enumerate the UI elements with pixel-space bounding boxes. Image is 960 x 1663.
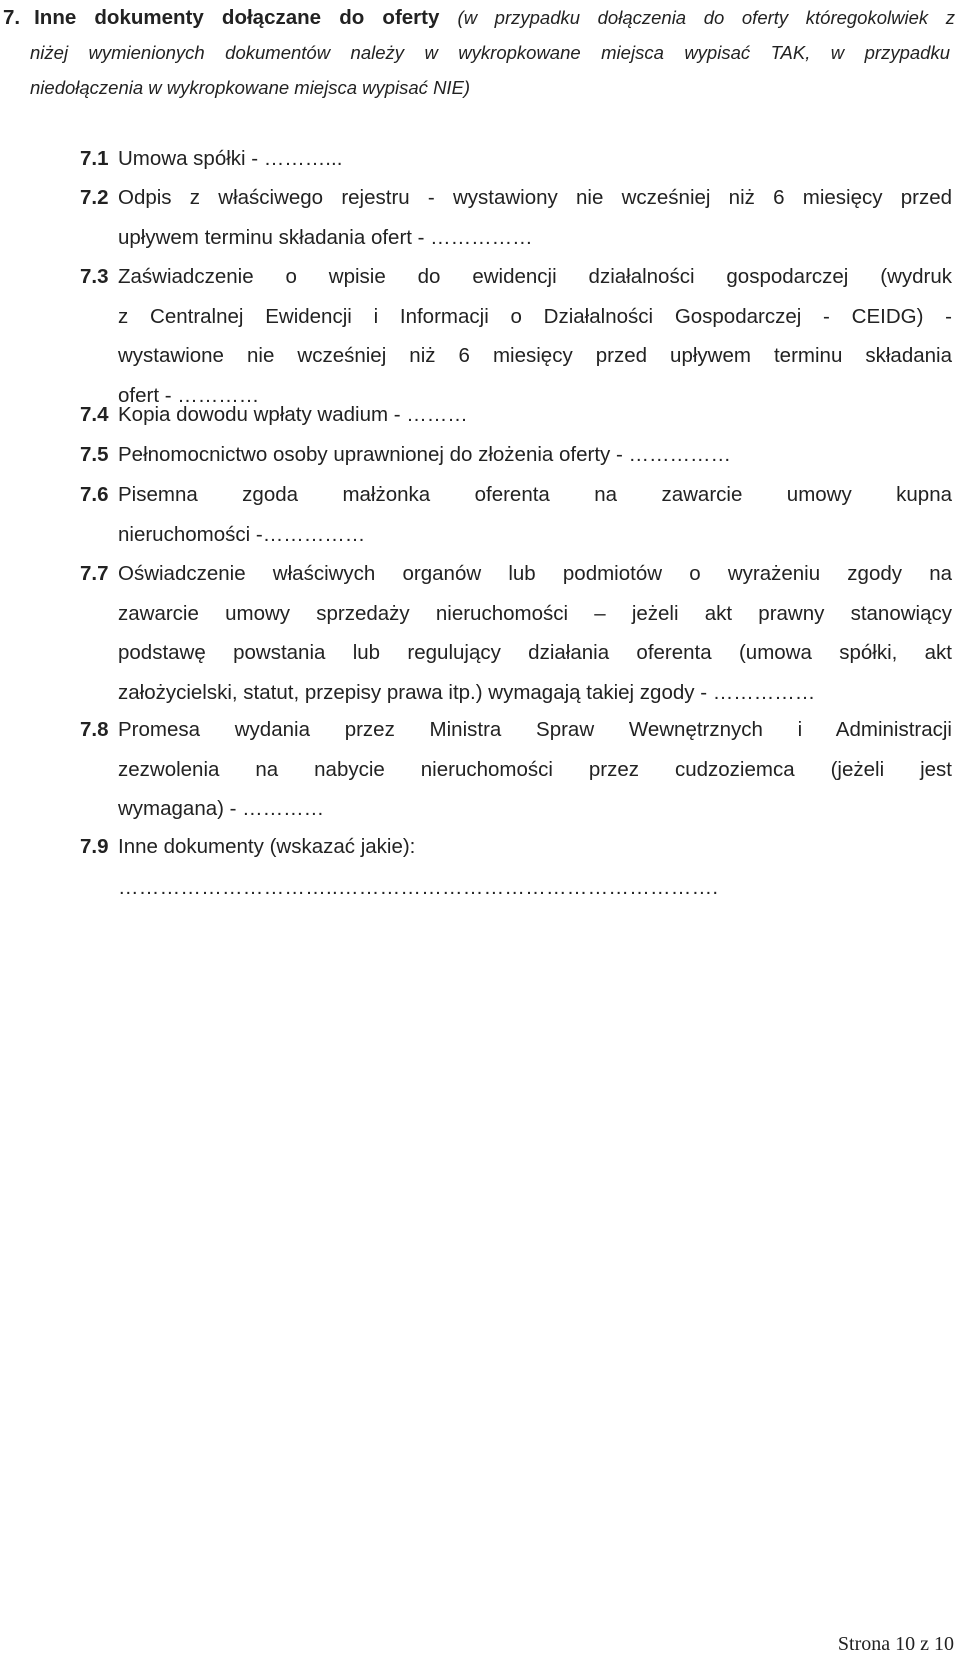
- item-line: Promesa wydania przez Ministra Spraw Wewnętrznych i Administracji: [118, 718, 952, 741]
- item-number: 7.3: [80, 265, 109, 288]
- section-title: Inne dokumenty dołączane do oferty: [34, 6, 440, 29]
- item-line: Umowa spółki - ………...: [118, 147, 343, 170]
- item-7-6: [80, 475, 952, 554]
- item-line: zezwolenia na nabycie nieruchomości przez cudzoziemca (jeżeli jest: [118, 757, 952, 781]
- item-line: podstawę powstania lub regulujący działania oferenta (umowa spółki, akt: [118, 641, 952, 664]
- item-number: 7.1: [80, 147, 109, 170]
- item-number: 7.2: [80, 186, 109, 209]
- item-number: 7.9: [80, 835, 109, 858]
- item-line: Inne dokumenty (wskazać jakie):: [118, 835, 416, 858]
- item-number: 7.8: [80, 718, 109, 741]
- item-line: Odpis z właściwego rejestru - wystawiony nie wcześniej niż 6 miesięcy przed: [118, 186, 952, 209]
- item-line: zawarcie umowy sprzedaży nieruchomości – jeżeli akt prawny stanowiący: [118, 601, 952, 625]
- item-line: wystawione nie wcześniej niż 6 miesięcy przed upływem terminu składania: [118, 344, 952, 367]
- item-7-4: [80, 395, 952, 435]
- item-number: 7.6: [80, 483, 109, 506]
- section-note-line-3: niedołączenia w wykropkowane miejsca wypisać NIE): [30, 77, 471, 98]
- item-line: Kopia dowodu wpłaty wadium - ………: [118, 403, 468, 426]
- item-7-8: [80, 710, 952, 829]
- item-7-5: [80, 435, 952, 475]
- item-line: założycielski, statut, przepisy prawa itp.) wymagają takiej zgody - ……………: [118, 680, 816, 704]
- page-number: Strona 10 z 10: [837, 1633, 954, 1655]
- item-7-7: [80, 554, 952, 712]
- section-number: 7.: [3, 6, 21, 29]
- item-line: Pisemna zgoda małżonka oferenta na zawarcie umowy kupna: [118, 483, 952, 506]
- item-line: wymagana) - …………: [118, 797, 325, 820]
- section-heading: [3, 0, 955, 35]
- item-line: Oświadczenie właściwych organów lub podmiotów o wyrażeniu zgody na: [118, 562, 952, 585]
- section-note-line-2: niżej wymienionych dokumentów należy w wykropkowane miejsca wypisać TAK, w przypadku: [30, 42, 950, 63]
- item-7-2: [80, 178, 952, 257]
- blank-fill-line: …………………………..……………………………………………….: [118, 876, 719, 899]
- item-7-9: [80, 827, 952, 867]
- item-number: 7.4: [80, 403, 109, 426]
- item-line: upływem terminu składania ofert - ……………: [118, 225, 533, 249]
- item-line: Pełnomocnictwo osoby uprawnionej do złożenia oferty - ……………: [118, 443, 731, 466]
- item-number: 7.5: [80, 443, 109, 466]
- item-number: 7.7: [80, 562, 109, 585]
- section-note-line-1: (w przypadku dołączenia do oferty któregokolwiek z: [457, 7, 955, 28]
- item-7-1: [80, 139, 952, 179]
- item-line: z Centralnej Ewidencji i Informacji o Działalności Gospodarczej - CEIDG) -: [118, 304, 952, 328]
- item-line: nieruchomości -……………: [118, 522, 366, 546]
- item-line: Zaświadczenie o wpisie do ewidencji działalności gospodarczej (wydruk: [118, 265, 952, 288]
- item-line: ofert - …………: [118, 383, 260, 407]
